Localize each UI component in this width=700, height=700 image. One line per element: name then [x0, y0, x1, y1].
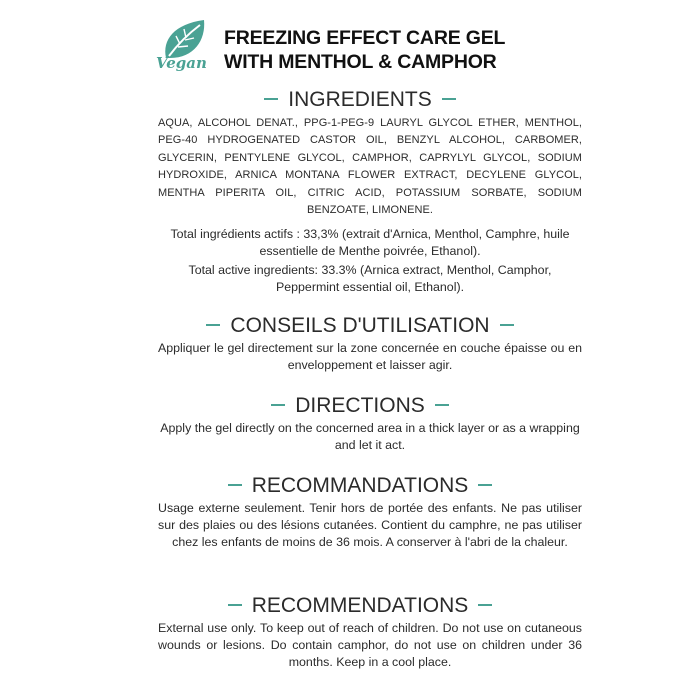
product-title [224, 26, 604, 74]
heading-dash-left [271, 404, 285, 406]
ingredients-list: AQUA, ALCOHOL DENAT., PPG-1-PEG-9 LAURYL GLYCOL ETHER, MENTHOL, PEG-40 HYDROGENATED CASTOR OIL, BENZYL ALCOHOL, CARBOMER, GLYCERIN, PENTYLENE GLYCOL, CAMPHOR, CAPRYLYL GLYCOL, SODIUM HYDROXIDE, ARNICA MONTANA FLOWER EXTRACT, DECYLENE GLYCOL, MENTHA PIPERITA OIL, CITRIC ACID, POTASSIUM SORBATE, SODIUM BENZOATE, LIMONENE. [158, 117, 582, 217]
directions-heading [150, 394, 570, 418]
heading-dash-left [264, 98, 278, 100]
heading-dash-right [435, 404, 449, 406]
heading-dash-right [442, 98, 456, 100]
total-active-fr: Total ingrédients actifs : 33,3% (extrait d'Arnica, Menthol, Camphre, huile essentielle de Menthe poivrée, Ethanol). [170, 227, 570, 259]
recommendations-heading-text: RECOMMENDATIONS [251, 594, 469, 617]
heading-dash-left [206, 324, 220, 326]
conseils-heading [150, 314, 570, 338]
recommandations-text: Usage externe seulement. Tenir hors de portée des enfants. Ne pas utiliser sur des plaies ou des lésions cutanées. Contient du camphre, ne pas utiliser chez les enfants de moins de 36 mois. A conserver à l'abri de la chaleur. [158, 501, 582, 550]
title-line-1: FREEZING EFFECT CARE GEL [224, 27, 506, 49]
recommendations-text: External use only. To keep out of reach of children. Do not use on cutaneous wounds or lesions. Do contain camphor, do not use on children under 36 months. Keep in a cool place. [158, 621, 582, 670]
ingredients-heading-text: INGREDIENTS [288, 88, 432, 111]
ingredients-heading [150, 88, 570, 112]
conseils-text: Appliquer le gel directement sur la zone concernée en couche épaisse ou en enveloppement et laisser agir. [158, 341, 582, 373]
conseils-heading-text: CONSEILS D'UTILISATION [230, 314, 490, 337]
heading-dash-left [228, 604, 242, 606]
title-line-2: WITH MENTHOL & CAMPHOR [224, 51, 497, 73]
vegan-label: Vegan [156, 54, 207, 72]
recommendations-heading [150, 594, 570, 618]
heading-dash-right [478, 484, 492, 486]
directions-text: Apply the gel directly on the concerned area in a thick layer or as a wrapping and let it act. [160, 421, 580, 453]
recommandations-heading [150, 474, 570, 498]
vegan-badge [150, 18, 216, 80]
heading-dash-right [478, 604, 492, 606]
recommandations-heading-text: RECOMMANDATIONS [251, 474, 469, 497]
heading-dash-right [500, 324, 514, 326]
directions-heading-text: DIRECTIONS [295, 394, 425, 417]
heading-dash-left [228, 484, 242, 486]
total-active-en: Total active ingredients: 33.3% (Arnica extract, Menthol, Camphor, Peppermint essential oil, Ethanol). [188, 263, 552, 295]
